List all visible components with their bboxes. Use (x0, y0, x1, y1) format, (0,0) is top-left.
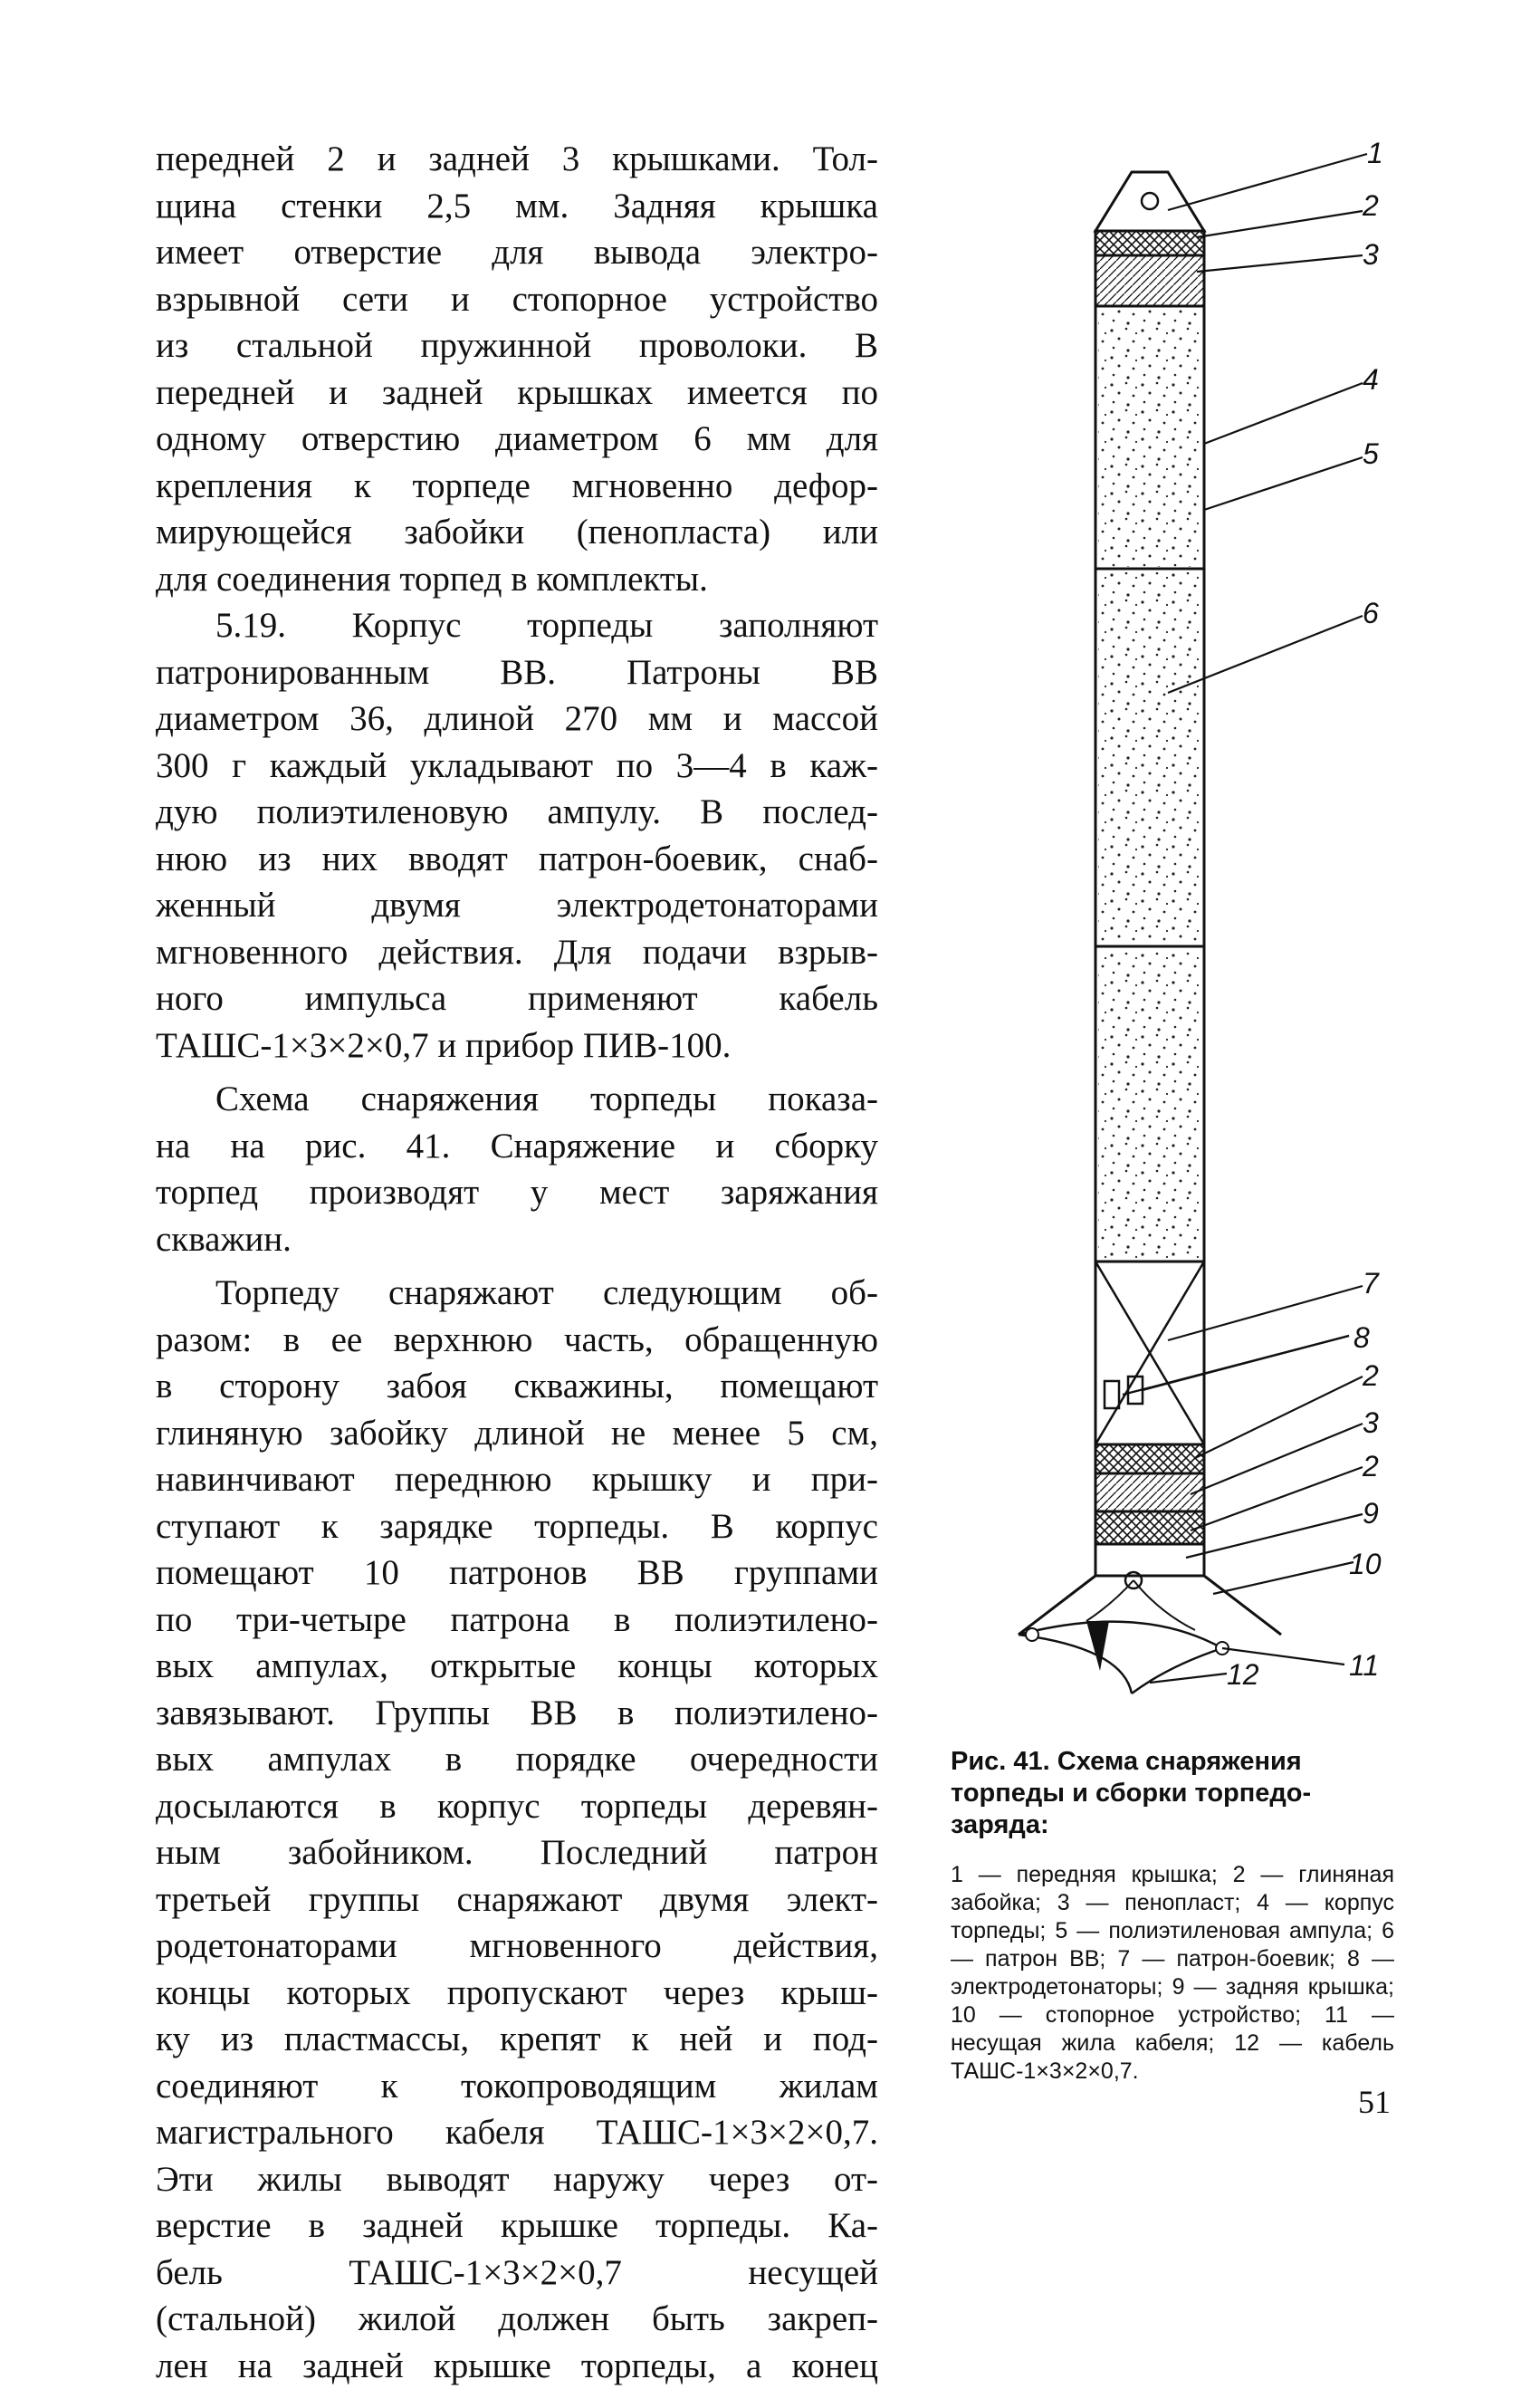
cartridge-2 (1098, 572, 1201, 944)
text-line: скважин. (156, 1216, 878, 1263)
text-line: 5.19. Корпус торпеды заполняют (215, 602, 878, 649)
clay-plug-top (1095, 231, 1204, 255)
text-line: вых ампулах в порядке очередности (156, 1736, 878, 1783)
text-line: соединяют к токопроводящим жилам (156, 2063, 878, 2110)
text-line: магистрального кабеля ТАШС-1×3×2×0,7. (156, 2109, 878, 2156)
text-line: Схема снаряжения торпеды показа- (156, 1076, 878, 1123)
text-line: лен на задней крышке торпеды, а конец (156, 2343, 878, 2389)
label-3b: 3 (1363, 1406, 1379, 1439)
label-2c: 2 (1362, 1450, 1379, 1482)
foam-top (1095, 255, 1204, 306)
text-line: завязывают. Группы ВВ в полиэтилено- (156, 1690, 878, 1737)
text-line: из стальной пружинной проволоки. В (156, 322, 878, 369)
text-line: глиняную забойку длиной не менее 5 см, (156, 1410, 878, 1457)
clay-plug-lower (1095, 1444, 1204, 1473)
text-line: разом: в ее верхнюю часть, обращенную (156, 1317, 878, 1364)
label-7: 7 (1363, 1267, 1380, 1300)
text-line: ступают к зарядке торпеды. В корпус (156, 1503, 878, 1550)
figure-labels (1227, 137, 1383, 1691)
cartridge-3 (1098, 950, 1201, 1258)
label-8: 8 (1353, 1321, 1370, 1354)
label-2: 2 (1362, 189, 1379, 222)
text-line: родетонаторами мгновенного действия, (156, 1923, 878, 1970)
torpedo-diagram (914, 136, 1503, 1766)
text-line: помещают 10 патронов ВВ группами (156, 1549, 878, 1597)
foam-lower (1095, 1473, 1204, 1511)
text-line: взрывной сети и стопорное устройство (156, 276, 878, 323)
text-line: третьей группы снаряжают двумя элект- (156, 1876, 878, 1924)
text-line: ным забойником. Последний патрон (156, 1829, 878, 1876)
label-12: 12 (1227, 1658, 1259, 1691)
text-line: патронированным ВВ. Патроны ВВ (156, 649, 878, 696)
text-line: 300 г каждый укладывают по 3—4 в каж- (156, 743, 878, 790)
cable-12 (1019, 1635, 1132, 1693)
text-line: Торпеду снаряжают следующим об- (156, 1270, 878, 1317)
text-line: имеет отверстие для вывода электро- (156, 229, 878, 276)
text-line: верстие в задней крышке торпеды. Ка- (156, 2202, 878, 2250)
text-line: вых ампулах, открытые концы которых (156, 1643, 878, 1690)
label-2b: 2 (1362, 1359, 1379, 1392)
text-line: крепления к торпеде мгновенно дефор- (156, 463, 878, 510)
retainer-right (1204, 1576, 1281, 1635)
text-line: мгновенного действия. Для подачи взрыв- (156, 929, 878, 976)
front-cap-hole (1142, 193, 1158, 209)
paragraph-1 (156, 136, 878, 602)
front-cap (1095, 172, 1204, 231)
text-line: женный двумя электродетонаторами (156, 882, 878, 929)
clay-plug-bottom (1095, 1511, 1204, 1544)
text-line: передней и задней крышках имеется по (156, 369, 878, 417)
label-5: 5 (1363, 437, 1379, 470)
main-text-column (156, 136, 878, 2389)
label-11: 11 (1349, 1649, 1379, 1682)
caption-legend: 1 — передняя крышка; 2 — глиняная забойка; 3 — пенопласт; 4 — корпус торпеды; 5 — полиэтиленовая ампула; 6 — патрон ВВ; 7 — патрон-боевик; 8 — электродетонаторы; 9 — задняя крышка; 10 — стопорное устройство; 11 — несущая жила кабеля; 12 — кабель ТАШС-1×3×2×0,7. (951, 1861, 1394, 2086)
text-line: (стальной) жилой должен быть закреп- (156, 2296, 878, 2343)
label-9: 9 (1363, 1497, 1379, 1530)
torpedo-body (1019, 172, 1281, 1693)
paragraph-2 (156, 602, 878, 649)
text-line: ного импульса применяют кабель (156, 975, 878, 1022)
label-10: 10 (1349, 1548, 1382, 1580)
carrier-wire (1019, 1622, 1222, 1648)
caption-title: Рис. 41. Схема снаряжения торпеды и сборки торпедо-заряда: (951, 1746, 1394, 1841)
label-1: 1 (1367, 137, 1383, 169)
text-line: Эти жилы выводят наружу через от- (156, 2156, 878, 2203)
text-line: концы которых пропускают через крыш- (156, 1970, 878, 2017)
text-line: ТАШС-1×3×2×0,7 и прибор ПИВ-100. (156, 1022, 878, 1070)
text-line: на на рис. 41. Снаряжение и сборку (156, 1123, 878, 1170)
paragraph-4 (156, 1270, 878, 2389)
text-line: бель ТАШС-1×3×2×0,7 несущей (156, 2250, 878, 2297)
page-number: 51 (1358, 2083, 1391, 2121)
text-line: передней 2 и задней 3 крышками. Тол- (156, 136, 878, 183)
text-line: навинчивают переднюю крышку и при- (156, 1456, 878, 1503)
label-3: 3 (1363, 238, 1379, 271)
text-line: для соединения торпед в комплекты. (156, 556, 878, 603)
label-4: 4 (1363, 363, 1379, 396)
text-line: одному отверстию диаметром 6 мм для (156, 416, 878, 463)
cartridge-1 (1098, 309, 1201, 567)
text-line: досылаются в корпус торпеды деревян- (156, 1783, 878, 1830)
text-line: торпед производят у мест заряжания (156, 1169, 878, 1216)
text-line: нюю из них вводят патрон-боевик, снаб- (156, 836, 878, 883)
text-line: в сторону забоя скважины, помещают (156, 1363, 878, 1410)
text-line: диаметром 36, длиной 270 мм и массой (156, 696, 878, 743)
paragraph-3 (156, 1076, 878, 1262)
figure-caption (951, 1746, 1394, 2086)
detonator-1 (1105, 1381, 1119, 1408)
text-line: щина стенки 2,5 мм. Задняя крышка (156, 183, 878, 230)
text-line: дую полиэтиленовую ампулу. В послед- (156, 789, 878, 836)
text-line: мирующейся забойки (пенопласта) или (156, 509, 878, 556)
text-line: по три-четыре патрона в полиэтилено- (156, 1597, 878, 1644)
label-6: 6 (1363, 597, 1379, 629)
text-line: ку из пластмассы, крепят к ней и под- (156, 2016, 878, 2063)
paragraph-2-cont (156, 649, 878, 1070)
